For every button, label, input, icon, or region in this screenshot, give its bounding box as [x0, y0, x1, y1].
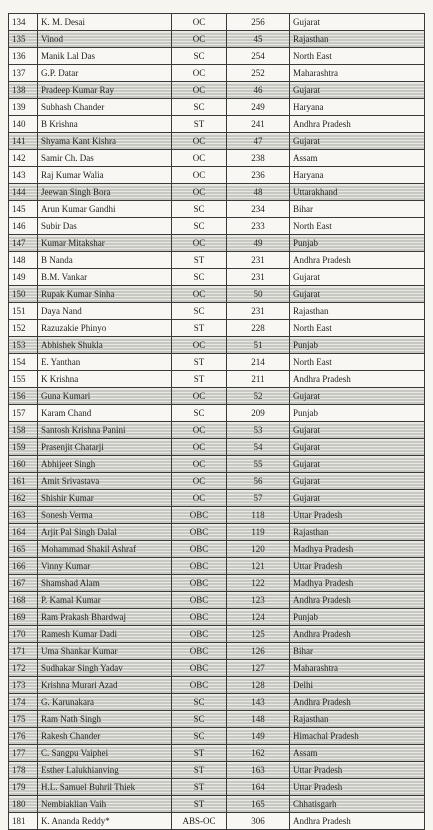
state-cell: Rajasthan: [290, 31, 425, 48]
table-row: [9, 184, 425, 201]
name-cell: Abhishek Shukla: [38, 337, 172, 354]
serial-number-cell: 172: [9, 660, 38, 677]
name-cell: Sonesh Verma: [38, 507, 172, 524]
table-row: [9, 643, 425, 660]
table-row: [9, 303, 425, 320]
name-cell: Manik Lal Das: [38, 48, 172, 65]
category-cell: OC: [172, 422, 227, 439]
state-cell: Andhra Pradesh: [290, 626, 425, 643]
serial-number-cell: 149: [9, 269, 38, 286]
rank-cell: 236: [227, 167, 290, 184]
name-cell: Razuzakie Phinyo: [38, 320, 172, 337]
category-cell: OC: [172, 65, 227, 82]
table-row: [9, 745, 425, 762]
serial-number-cell: 163: [9, 507, 38, 524]
category-cell: OC: [172, 235, 227, 252]
category-cell: OBC: [172, 507, 227, 524]
name-cell: Subir Das: [38, 218, 172, 235]
serial-number-cell: 157: [9, 405, 38, 422]
rank-cell: 126: [227, 643, 290, 660]
rank-cell: 231: [227, 269, 290, 286]
rank-cell: 49: [227, 235, 290, 252]
category-cell: OC: [172, 31, 227, 48]
rank-cell: 164: [227, 779, 290, 796]
table-row: [9, 286, 425, 303]
serial-number-cell: 166: [9, 558, 38, 575]
rank-cell: 209: [227, 405, 290, 422]
name-cell: E. Yanthan: [38, 354, 172, 371]
table-row: [9, 422, 425, 439]
serial-number-cell: 150: [9, 286, 38, 303]
state-cell: North East: [290, 354, 425, 371]
category-cell: OC: [172, 456, 227, 473]
table-row: [9, 337, 425, 354]
name-cell: Mohammad Shakil Ashraf: [38, 541, 172, 558]
state-cell: Punjab: [290, 405, 425, 422]
state-cell: Gujarat: [290, 422, 425, 439]
name-cell: Kumar Mitakshar: [38, 235, 172, 252]
rank-cell: 162: [227, 745, 290, 762]
serial-number-cell: 180: [9, 796, 38, 813]
table-row: [9, 65, 425, 82]
state-cell: Madhya Pradesh: [290, 541, 425, 558]
serial-number-cell: 152: [9, 320, 38, 337]
state-cell: Gujarat: [290, 133, 425, 150]
category-cell: OC: [172, 490, 227, 507]
table-row: [9, 116, 425, 133]
serial-number-cell: 169: [9, 609, 38, 626]
serial-number-cell: 158: [9, 422, 38, 439]
state-cell: Haryana: [290, 99, 425, 116]
rank-cell: 124: [227, 609, 290, 626]
serial-number-cell: 165: [9, 541, 38, 558]
name-cell: Shamshad Alam: [38, 575, 172, 592]
state-cell: Gujarat: [290, 269, 425, 286]
table-row: [9, 14, 425, 31]
name-cell: Sudhakar Singh Yadav: [38, 660, 172, 677]
table-row: [9, 48, 425, 65]
rank-cell: 121: [227, 558, 290, 575]
category-cell: OC: [172, 184, 227, 201]
serial-number-cell: 135: [9, 31, 38, 48]
state-cell: Assam: [290, 745, 425, 762]
table-row: [9, 592, 425, 609]
rank-cell: 46: [227, 82, 290, 99]
rank-cell: 231: [227, 252, 290, 269]
name-cell: Krishna Murari Azad: [38, 677, 172, 694]
state-cell: Gujarat: [290, 439, 425, 456]
name-cell: K. M. Desai: [38, 14, 172, 31]
rank-cell: 57: [227, 490, 290, 507]
serial-number-cell: 155: [9, 371, 38, 388]
state-cell: Gujarat: [290, 14, 425, 31]
state-cell: Punjab: [290, 609, 425, 626]
serial-number-cell: 175: [9, 711, 38, 728]
serial-number-cell: 154: [9, 354, 38, 371]
name-cell: Arjit Pal Singh Dalal: [38, 524, 172, 541]
name-cell: Shishir Kumar: [38, 490, 172, 507]
table-row: [9, 235, 425, 252]
serial-number-cell: 151: [9, 303, 38, 320]
serial-number-cell: 164: [9, 524, 38, 541]
rank-cell: 149: [227, 728, 290, 745]
category-cell: ST: [172, 762, 227, 779]
state-cell: Gujarat: [290, 490, 425, 507]
state-cell: Gujarat: [290, 388, 425, 405]
rank-cell: 254: [227, 48, 290, 65]
name-cell: Guna Kumari: [38, 388, 172, 405]
name-cell: K Krishna: [38, 371, 172, 388]
rank-cell: 165: [227, 796, 290, 813]
name-cell: Rakesh Chander: [38, 728, 172, 745]
category-cell: ST: [172, 116, 227, 133]
state-cell: North East: [290, 48, 425, 65]
state-cell: Andhra Pradesh: [290, 371, 425, 388]
rank-cell: 118: [227, 507, 290, 524]
candidate-table: [8, 13, 425, 830]
table-row: [9, 371, 425, 388]
rank-cell: 119: [227, 524, 290, 541]
state-cell: Rajasthan: [290, 303, 425, 320]
rank-cell: 52: [227, 388, 290, 405]
category-cell: ST: [172, 320, 227, 337]
category-cell: SC: [172, 405, 227, 422]
serial-number-cell: 148: [9, 252, 38, 269]
table-row: [9, 711, 425, 728]
serial-number-cell: 160: [9, 456, 38, 473]
serial-number-cell: 141: [9, 133, 38, 150]
category-cell: OBC: [172, 575, 227, 592]
state-cell: Gujarat: [290, 456, 425, 473]
state-cell: Chhatisgarh: [290, 796, 425, 813]
serial-number-cell: 181: [9, 813, 38, 830]
rank-cell: 45: [227, 31, 290, 48]
state-cell: Rajasthan: [290, 524, 425, 541]
rank-cell: 47: [227, 133, 290, 150]
serial-number-cell: 162: [9, 490, 38, 507]
serial-number-cell: 137: [9, 65, 38, 82]
rank-cell: 48: [227, 184, 290, 201]
rank-cell: 128: [227, 677, 290, 694]
name-cell: Shyama Kant Kishra: [38, 133, 172, 150]
rank-cell: 163: [227, 762, 290, 779]
category-cell: OBC: [172, 660, 227, 677]
table-row: [9, 456, 425, 473]
category-cell: OBC: [172, 626, 227, 643]
rank-cell: 125: [227, 626, 290, 643]
table-row: [9, 150, 425, 167]
category-cell: SC: [172, 728, 227, 745]
serial-number-cell: 178: [9, 762, 38, 779]
table-row: [9, 354, 425, 371]
serial-number-cell: 176: [9, 728, 38, 745]
rank-cell: 54: [227, 439, 290, 456]
state-cell: Uttar Pradesh: [290, 507, 425, 524]
table-row: [9, 201, 425, 218]
name-cell: G. Karunakara: [38, 694, 172, 711]
table-row: [9, 269, 425, 286]
table-row: [9, 762, 425, 779]
table-row: [9, 252, 425, 269]
rank-cell: 120: [227, 541, 290, 558]
category-cell: SC: [172, 201, 227, 218]
table-row: [9, 167, 425, 184]
category-cell: SC: [172, 269, 227, 286]
category-cell: ST: [172, 252, 227, 269]
serial-number-cell: 161: [9, 473, 38, 490]
table-row: [9, 524, 425, 541]
name-cell: Esther Lalukhianving: [38, 762, 172, 779]
serial-number-cell: 139: [9, 99, 38, 116]
serial-number-cell: 156: [9, 388, 38, 405]
rank-cell: 306: [227, 813, 290, 830]
candidate-table-body: [9, 14, 425, 830]
table-row: [9, 388, 425, 405]
table-row: [9, 575, 425, 592]
category-cell: ABS-OC: [172, 813, 227, 830]
serial-number-cell: 144: [9, 184, 38, 201]
state-cell: Maharashtra: [290, 660, 425, 677]
state-cell: Maharashtra: [290, 65, 425, 82]
category-cell: ST: [172, 371, 227, 388]
name-cell: B Nanda: [38, 252, 172, 269]
rank-cell: 56: [227, 473, 290, 490]
table-row: [9, 796, 425, 813]
state-cell: Uttar Pradesh: [290, 779, 425, 796]
table-row: [9, 320, 425, 337]
rank-cell: 252: [227, 65, 290, 82]
category-cell: OC: [172, 439, 227, 456]
name-cell: Abhijeet Singh: [38, 456, 172, 473]
name-cell: Raj Kumar Walia: [38, 167, 172, 184]
rank-cell: 238: [227, 150, 290, 167]
name-cell: Vinod: [38, 31, 172, 48]
table-row: [9, 728, 425, 745]
state-cell: Uttar Pradesh: [290, 762, 425, 779]
category-cell: OC: [172, 286, 227, 303]
serial-number-cell: 159: [9, 439, 38, 456]
name-cell: Rupak Kumar Sinha: [38, 286, 172, 303]
state-cell: Delhi: [290, 677, 425, 694]
name-cell: H.L. Samuel Buhril Thiek: [38, 779, 172, 796]
category-cell: OBC: [172, 643, 227, 660]
state-cell: Gujarat: [290, 82, 425, 99]
table-row: [9, 133, 425, 150]
state-cell: Andhra Pradesh: [290, 694, 425, 711]
rank-cell: 50: [227, 286, 290, 303]
table-row: [9, 405, 425, 422]
table-row: [9, 779, 425, 796]
state-cell: Haryana: [290, 167, 425, 184]
name-cell: Amit Srivastava: [38, 473, 172, 490]
category-cell: SC: [172, 694, 227, 711]
rank-cell: 53: [227, 422, 290, 439]
state-cell: Andhra Pradesh: [290, 592, 425, 609]
serial-number-cell: 147: [9, 235, 38, 252]
category-cell: OBC: [172, 558, 227, 575]
name-cell: Daya Nand: [38, 303, 172, 320]
category-cell: SC: [172, 99, 227, 116]
name-cell: Ramesh Kumar Dadi: [38, 626, 172, 643]
serial-number-cell: 173: [9, 677, 38, 694]
table-row: [9, 660, 425, 677]
category-cell: ST: [172, 796, 227, 813]
state-cell: Punjab: [290, 337, 425, 354]
table-row: [9, 626, 425, 643]
rank-cell: 231: [227, 303, 290, 320]
table-row: [9, 694, 425, 711]
name-cell: K. Ananda Reddy*: [38, 813, 172, 830]
rank-cell: 241: [227, 116, 290, 133]
serial-number-cell: 177: [9, 745, 38, 762]
state-cell: North East: [290, 218, 425, 235]
rank-cell: 249: [227, 99, 290, 116]
category-cell: OC: [172, 388, 227, 405]
state-cell: Andhra Pradesh: [290, 813, 425, 830]
table-row: [9, 99, 425, 116]
state-cell: Bihar: [290, 201, 425, 218]
category-cell: SC: [172, 303, 227, 320]
state-cell: North East: [290, 320, 425, 337]
state-cell: Rajasthan: [290, 711, 425, 728]
serial-number-cell: 143: [9, 167, 38, 184]
rank-cell: 123: [227, 592, 290, 609]
name-cell: Santosh Krishna Panini: [38, 422, 172, 439]
serial-number-cell: 153: [9, 337, 38, 354]
table-row: [9, 31, 425, 48]
rank-cell: 256: [227, 14, 290, 31]
category-cell: OC: [172, 337, 227, 354]
category-cell: ST: [172, 745, 227, 762]
state-cell: Bihar: [290, 643, 425, 660]
state-cell: Uttar Pradesh: [290, 558, 425, 575]
rank-cell: 148: [227, 711, 290, 728]
rank-cell: 122: [227, 575, 290, 592]
name-cell: G.P. Datar: [38, 65, 172, 82]
table-row: [9, 541, 425, 558]
state-cell: Himachal Pradesh: [290, 728, 425, 745]
category-cell: OC: [172, 133, 227, 150]
serial-number-cell: 168: [9, 592, 38, 609]
name-cell: Uma Shankar Kumar: [38, 643, 172, 660]
name-cell: P. Kamal Kumar: [38, 592, 172, 609]
name-cell: B Krishna: [38, 116, 172, 133]
state-cell: Uttarakhand: [290, 184, 425, 201]
table-row: [9, 507, 425, 524]
serial-number-cell: 145: [9, 201, 38, 218]
category-cell: OBC: [172, 592, 227, 609]
state-cell: Andhra Pradesh: [290, 116, 425, 133]
table-row: [9, 677, 425, 694]
state-cell: Assam: [290, 150, 425, 167]
rank-cell: 233: [227, 218, 290, 235]
name-cell: C. Sangpu Vaiphei: [38, 745, 172, 762]
name-cell: Karam Chand: [38, 405, 172, 422]
table-row: [9, 218, 425, 235]
state-cell: Gujarat: [290, 473, 425, 490]
rank-cell: 214: [227, 354, 290, 371]
rank-cell: 234: [227, 201, 290, 218]
category-cell: OBC: [172, 541, 227, 558]
rank-cell: 143: [227, 694, 290, 711]
category-cell: OC: [172, 82, 227, 99]
serial-number-cell: 134: [9, 14, 38, 31]
serial-number-cell: 146: [9, 218, 38, 235]
category-cell: SC: [172, 218, 227, 235]
serial-number-cell: 136: [9, 48, 38, 65]
serial-number-cell: 174: [9, 694, 38, 711]
category-cell: OC: [172, 14, 227, 31]
table-row: [9, 439, 425, 456]
state-cell: Madhya Pradesh: [290, 575, 425, 592]
state-cell: Gujarat: [290, 286, 425, 303]
table-row: [9, 82, 425, 99]
serial-number-cell: 142: [9, 150, 38, 167]
rank-cell: 211: [227, 371, 290, 388]
category-cell: SC: [172, 48, 227, 65]
serial-number-cell: 179: [9, 779, 38, 796]
rank-cell: 51: [227, 337, 290, 354]
category-cell: OBC: [172, 677, 227, 694]
name-cell: Arun Kumar Gandhi: [38, 201, 172, 218]
name-cell: B.M. Vankar: [38, 269, 172, 286]
serial-number-cell: 140: [9, 116, 38, 133]
state-cell: Punjab: [290, 235, 425, 252]
category-cell: ST: [172, 354, 227, 371]
rank-cell: 55: [227, 456, 290, 473]
state-cell: Andhra Pradesh: [290, 252, 425, 269]
serial-number-cell: 171: [9, 643, 38, 660]
category-cell: SC: [172, 711, 227, 728]
name-cell: Prasenjit Chatarji: [38, 439, 172, 456]
rank-cell: 228: [227, 320, 290, 337]
rank-cell: 127: [227, 660, 290, 677]
table-row: [9, 813, 425, 830]
category-cell: OC: [172, 167, 227, 184]
category-cell: OC: [172, 473, 227, 490]
category-cell: OC: [172, 150, 227, 167]
name-cell: Samir Ch. Das: [38, 150, 172, 167]
category-cell: OBC: [172, 524, 227, 541]
table-row: [9, 490, 425, 507]
table-row: [9, 609, 425, 626]
name-cell: Nembiaklian Vaih: [38, 796, 172, 813]
table-row: [9, 473, 425, 490]
table-row: [9, 558, 425, 575]
serial-number-cell: 167: [9, 575, 38, 592]
name-cell: Subhash Chander: [38, 99, 172, 116]
name-cell: Ram Nath Singh: [38, 711, 172, 728]
category-cell: OBC: [172, 609, 227, 626]
serial-number-cell: 170: [9, 626, 38, 643]
serial-number-cell: 138: [9, 82, 38, 99]
name-cell: Jeewan Singh Bora: [38, 184, 172, 201]
name-cell: Vinny Kumar: [38, 558, 172, 575]
name-cell: Ram Prakash Bhardwaj: [38, 609, 172, 626]
name-cell: Pradeep Kumar Ray: [38, 82, 172, 99]
category-cell: ST: [172, 779, 227, 796]
